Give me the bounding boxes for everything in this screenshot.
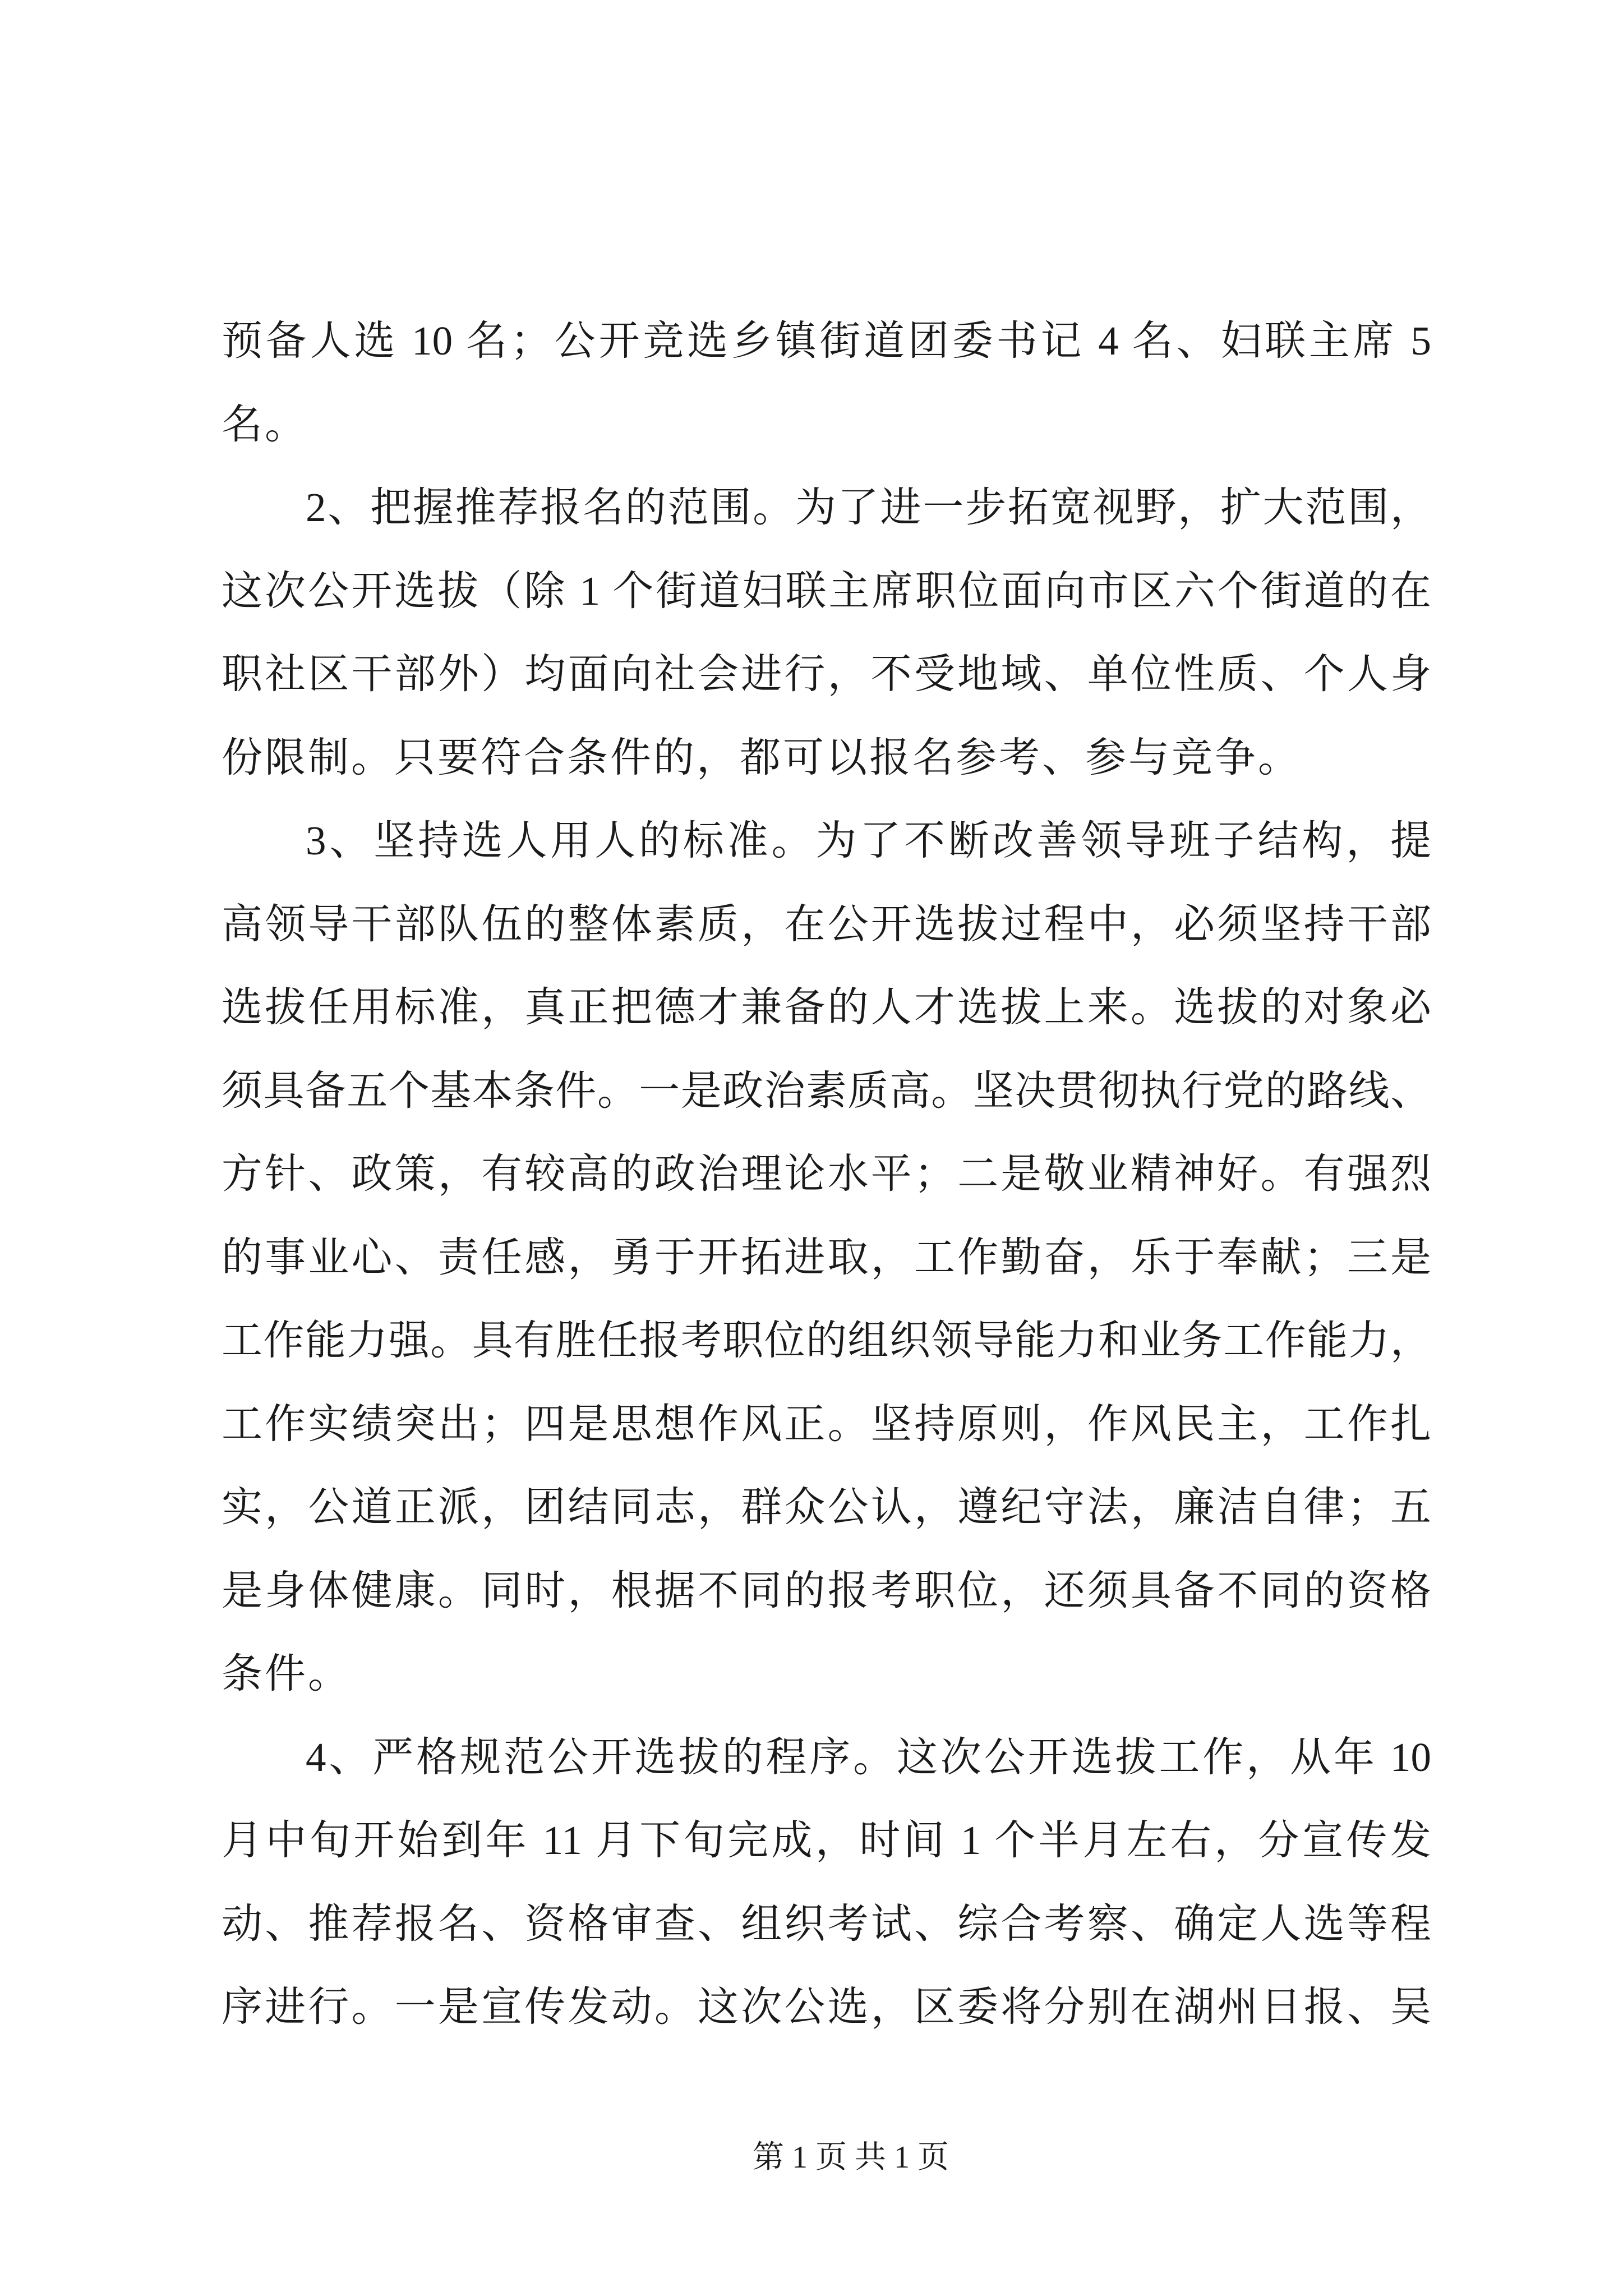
body-line: 份限制。只要符合条件的，都可以报名参考、参与竞争。 [222,734,1301,780]
paragraph [222,799,1431,1716]
body-line: 动、推荐报名、资格审查、组织考试、综合考察、确定人选等程 [222,1901,1431,1947]
body-line: 月中旬开始到年 11 月下旬完成，时间 1 个半月左右，分宣传发 [222,1818,1431,1863]
body-line: 条件。 [222,1651,351,1696]
body-line: 实，公道正派，团结同志，群众公认，遵纪守法，廉洁自律；五 [222,1484,1431,1530]
body-line: 名。 [222,401,308,447]
page-number-footer: 第 1 页 共 1 页 [753,2140,949,2175]
document-body [222,300,1431,2049]
body-line: 序进行。一是宣传发动。这次公选，区委将分别在湖州日报、吴 [222,1984,1431,2030]
body-line: 这次公开选拔（除 1 个街道妇联主席职位面向市区六个街道的在 [222,568,1431,614]
paragraph [222,300,1431,466]
body-line: 是身体健康。同时，根据不同的报考职位，还须具备不同的资格 [222,1567,1431,1613]
body-line: 2、把握推荐报名的范围。为了进一步拓宽视野，扩大范围， [306,485,1431,530]
body-line: 须具备五个基本条件。一是政治素质高。坚决贯彻执行党的路线、 [222,1068,1431,1114]
body-line: 高领导干部队伍的整体素质，在公开选拔过程中，必须坚持干部 [222,901,1431,947]
body-line: 职社区干部外）均面向社会进行，不受地域、单位性质、个人身 [222,651,1431,697]
body-line: 工作能力强。具有胜任报考职位的组织领导能力和业务工作能力， [222,1318,1431,1363]
body-line: 预备人选 10 名；公开竞选乡镇街道团委书记 4 名、妇联主席 5 [222,318,1431,364]
body-line: 方针、政策，有较高的政治理论水平；二是敬业精神好。有强烈 [222,1151,1431,1197]
body-line: 4、严格规范公开选拔的程序。这次公开选拔工作，从年 10 [306,1734,1431,1780]
body-line: 工作实绩突出；四是思想作风正。坚持原则，作风民主，工作扎 [222,1401,1431,1447]
body-line: 选拔任用标准，真正把德才兼备的人才选拔上来。选拔的对象必 [222,984,1431,1030]
body-line: 的事业心、责任感，勇于开拓进取，工作勤奋，乐于奉献；三是 [222,1234,1431,1280]
paragraph [222,1716,1431,2049]
body-line: 3、坚持选人用人的标准。为了不断改善领导班子结构，提 [306,818,1431,863]
paragraph [222,466,1431,799]
